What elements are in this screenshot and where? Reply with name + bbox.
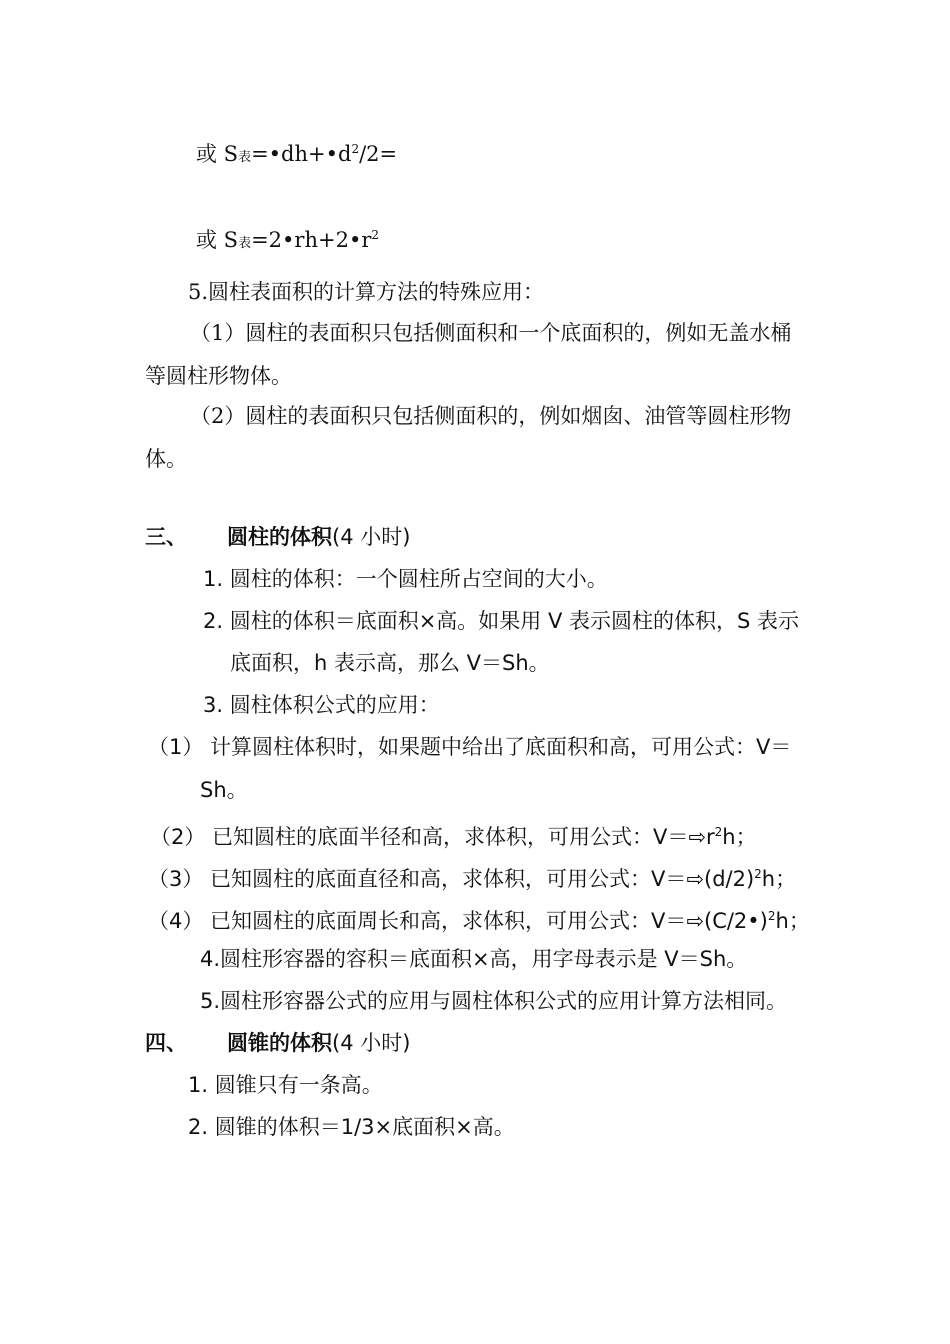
application-superscript: 2	[754, 867, 762, 881]
application-end: h；	[722, 825, 757, 849]
s3-item2-line1: 2. 圆柱的体积＝底面积×高。如果用 V 表示圆柱的体积，S 表示	[203, 609, 800, 633]
application-text: （4） 已知圆柱的底面周长和高，求体积，可用公式：V＝⇨(C/2•)	[148, 909, 768, 933]
item5-paragraph2-line2: 体。	[145, 447, 187, 471]
s3-item4: 4.圆柱形容器的容积＝底面积×高，用字母表示是 V＝Sh。	[200, 947, 748, 971]
s3-application2	[150, 817, 757, 852]
s3-application1-line2: Sh。	[200, 778, 248, 802]
formula-subscript: 表	[238, 236, 252, 251]
formula-subscript: 表	[238, 150, 252, 165]
s4-item1: 1. 圆锥只有一条高。	[188, 1073, 383, 1097]
section3-title: 圆柱的体积	[227, 525, 332, 549]
formula-prefix: 或 S	[196, 228, 239, 252]
s3-application1-line1: （1） 计算圆柱体积时，如果题中给出了底面积和高，可用公式：V＝	[148, 735, 792, 759]
application-end: h；	[775, 909, 810, 933]
formula-body: =•dh+•d	[251, 142, 352, 166]
application-superscript: 2	[714, 825, 723, 839]
section3-number: 三、	[145, 525, 187, 549]
formula-superscript: 2	[371, 228, 380, 242]
s4-item2: 2. 圆锥的体积＝1/3×底面积×高。	[188, 1115, 515, 1139]
section3-heading	[145, 522, 410, 552]
item5-title: 5.圆柱表面积的计算方法的特殊应用：	[188, 280, 545, 304]
s3-application4	[148, 901, 810, 936]
formula-surface-area-diameter	[196, 134, 397, 173]
section4-number: 四、	[145, 1031, 187, 1055]
s3-item2-line2: 底面积，h 表示高，那么 V＝Sh。	[230, 651, 550, 675]
item5-paragraph1-line1: （1）圆柱的表面积只包括侧面积和一个底面积的，例如无盖水桶	[190, 321, 792, 345]
formula-superscript: 2	[351, 142, 360, 156]
section4-hours: (4 小时)	[332, 1031, 411, 1055]
s3-item3: 3. 圆柱体积公式的应用：	[203, 693, 440, 717]
formula-end: /2=	[359, 142, 398, 166]
application-text: （3） 已知圆柱的底面直径和高，求体积，可用公式：V＝⇨(d/2)	[148, 867, 755, 891]
section3-hours: (4 小时)	[332, 525, 411, 549]
item5-paragraph1-line2: 等圆柱形物体。	[145, 364, 292, 388]
s3-item1: 1. 圆柱的体积：一个圆柱所占空间的大小。	[203, 567, 608, 591]
formula-prefix: 或 S	[196, 142, 239, 166]
s3-item5: 5.圆柱形容器公式的应用与圆柱体积公式的应用计算方法相同。	[200, 989, 788, 1013]
item5-paragraph2-line1: （2）圆柱的表面积只包括侧面积的，例如烟囱、油管等圆柱形物	[190, 404, 792, 428]
application-end: h；	[761, 867, 797, 891]
formula-body: =2•rh+2•r	[251, 228, 372, 252]
application-superscript: 2	[767, 909, 776, 923]
application-text: （2） 已知圆柱的底面半径和高，求体积，可用公式：V＝⇨r	[150, 825, 715, 849]
s3-application3	[148, 859, 796, 894]
formula-surface-area-radius	[196, 220, 379, 259]
section4-heading	[145, 1028, 410, 1058]
section4-title: 圆锥的体积	[227, 1031, 332, 1055]
